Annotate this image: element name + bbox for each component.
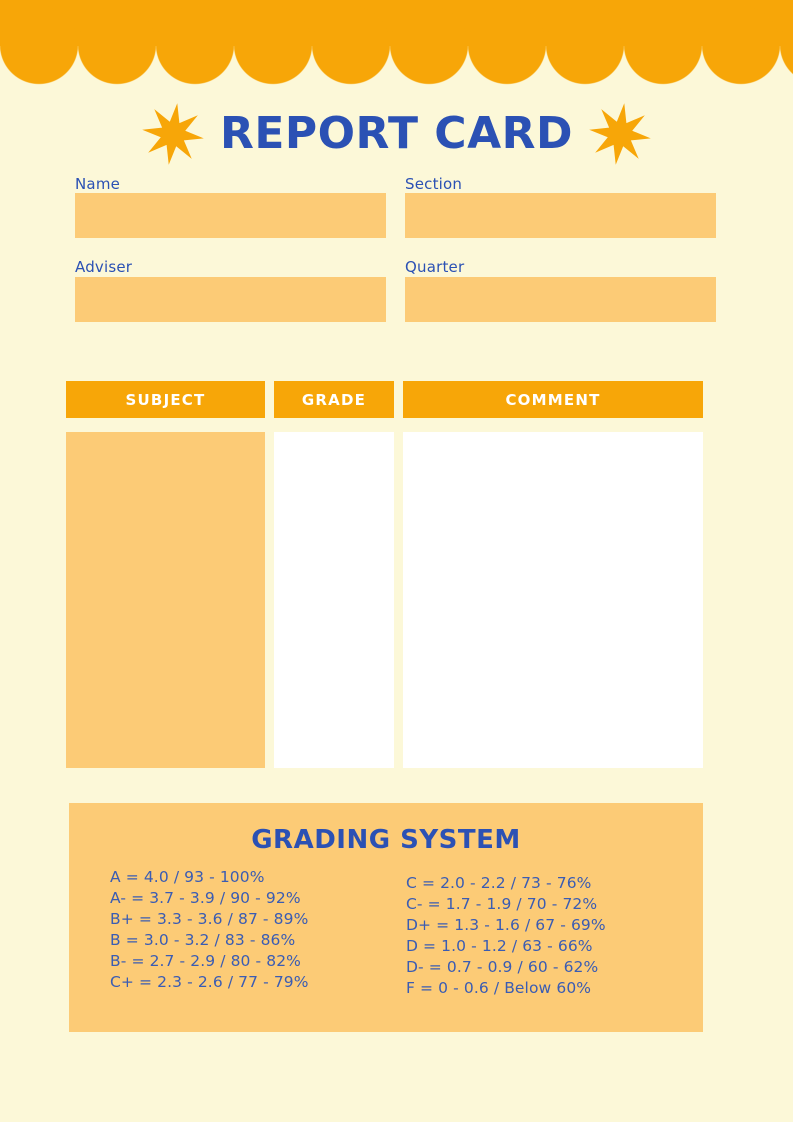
grading-scale-entry: D+ = 1.3 - 1.6 / 67 - 69% — [406, 916, 606, 934]
starburst-icon — [140, 100, 206, 168]
name-field[interactable] — [75, 193, 386, 238]
starburst-icon — [587, 100, 653, 168]
section-label: Section — [405, 175, 463, 193]
grade-column-header: GRADE — [274, 381, 394, 418]
quarter-field[interactable] — [405, 277, 716, 322]
grading-scale-entry: C = 2.0 - 2.2 / 73 - 76% — [406, 874, 592, 892]
page-title: REPORT CARD — [219, 108, 574, 159]
name-label: Name — [75, 175, 121, 193]
subject-column-body[interactable] — [66, 432, 265, 768]
quarter-label: Quarter — [405, 258, 465, 276]
scalloped-border — [0, 0, 793, 90]
title-row — [0, 96, 793, 172]
grading-scale-entry: F = 0 - 0.6 / Below 60% — [406, 979, 592, 997]
grading-scale-entry: C- = 1.7 - 1.9 / 70 - 72% — [406, 895, 598, 913]
grading-scale-left-column — [110, 867, 309, 993]
grading-system-title: GRADING SYSTEM — [251, 825, 521, 855]
grade-column-body[interactable] — [274, 432, 394, 768]
section-field[interactable] — [405, 193, 716, 238]
comment-column-header: COMMENT — [403, 381, 703, 418]
grading-scale-entry: D = 1.0 - 1.2 / 63 - 66% — [406, 937, 593, 955]
grading-system-panel — [69, 803, 703, 1032]
comment-column-body[interactable] — [403, 432, 703, 768]
subject-column-header: SUBJECT — [66, 381, 265, 418]
grading-scale-entry: C+ = 2.3 - 2.6 / 77 - 79% — [110, 973, 309, 991]
grading-scale-entry: B+ = 3.3 - 3.6 / 87 - 89% — [110, 910, 309, 928]
grading-scale-entry: A = 4.0 / 93 - 100% — [110, 868, 265, 886]
grading-scale-entry: D- = 0.7 - 0.9 / 60 - 62% — [406, 958, 599, 976]
adviser-label: Adviser — [75, 258, 133, 276]
grading-scale-entry: B = 3.0 - 3.2 / 83 - 86% — [110, 931, 296, 949]
grading-scale-entry: A- = 3.7 - 3.9 / 90 - 92% — [110, 889, 301, 907]
grading-scale-entry: B- = 2.7 - 2.9 / 80 - 82% — [110, 952, 302, 970]
grading-scale-right-column — [406, 873, 606, 999]
adviser-field[interactable] — [75, 277, 386, 322]
